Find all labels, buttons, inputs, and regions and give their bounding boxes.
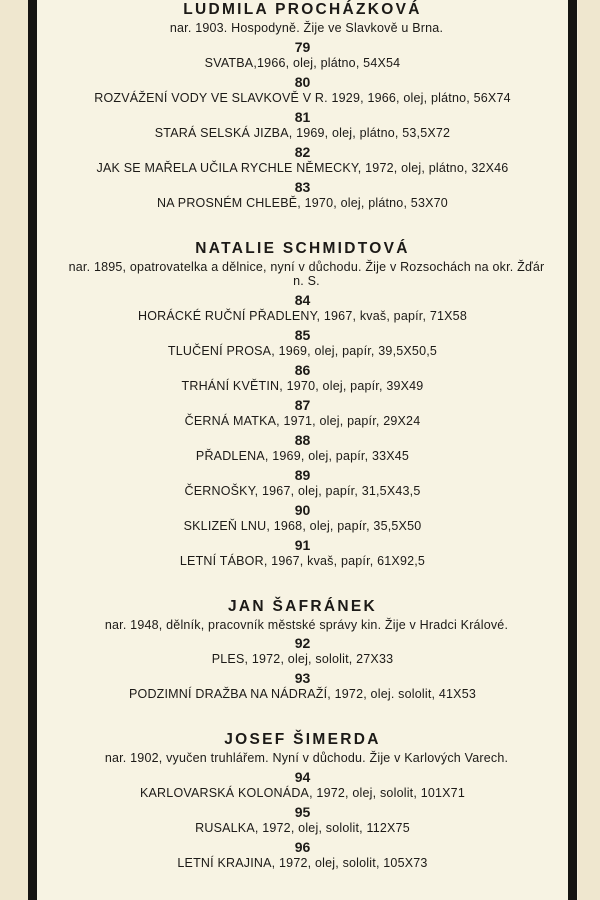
artist-section (37, 596, 568, 703)
artist-name: JOSEF ŠIMERDA (224, 731, 381, 748)
catalog-entry (37, 432, 568, 464)
catalog-number: 89 (294, 466, 311, 483)
catalog-entry (37, 635, 568, 667)
catalog-number: 83 (294, 178, 311, 195)
catalog-entry (37, 179, 568, 211)
catalog-entry (37, 362, 568, 394)
catalog-entry (37, 467, 568, 499)
artwork-description: SKLIZEŇ LNU, 1968, olej, papír, 35,5X50 (183, 518, 422, 533)
catalog-entry (37, 769, 568, 801)
catalog-number: 81 (294, 108, 311, 125)
artwork-description: NA PROSNÉM CHLEBĚ, 1970, olej, plátno, 53X70 (157, 195, 448, 210)
artist-section (37, 238, 568, 569)
artist-name: JAN ŠAFRÁNEK (227, 597, 378, 615)
artwork-description: PLES, 1972, olej, sololit, 27X33 (211, 652, 394, 666)
catalog-number: 90 (294, 501, 311, 518)
catalog-number: 84 (294, 291, 311, 308)
catalog-number: 80 (294, 73, 311, 90)
artist-bio: nar. 1903. Hospodyně. Žije ve Slavkově u Brna. (169, 21, 444, 35)
artist-bio: nar. 1902, vyučen truhlářem. Nyní v důchodu. Žije v Karlových Varech. (104, 751, 509, 765)
artwork-description: PŘADLENA, 1969, olej, papír, 33X45 (195, 448, 410, 463)
catalog-entry (37, 397, 568, 429)
artwork-description: STARÁ SELSKÁ JIZBA, 1969, olej, plátno, 53,5X72 (154, 125, 451, 140)
catalog-entry (37, 537, 568, 569)
scan-margin-left (0, 0, 28, 900)
artwork-description: ROZVÁŽENÍ VODY VE SLAVKOVĚ V R. 1929, 1966, olej, plátno, 56X74 (94, 90, 511, 105)
catalog-number: 96 (294, 838, 311, 855)
artwork-description: TRHÁNÍ KVĚTIN, 1970, olej, papír, 39X49 (181, 378, 424, 393)
catalog-number: 79 (294, 38, 311, 55)
catalog-number: 94 (294, 768, 311, 785)
catalog-entry (37, 502, 568, 534)
catalog-number: 93 (294, 670, 311, 686)
catalog-number: 95 (294, 803, 311, 820)
catalog-number: 87 (294, 396, 311, 413)
artwork-description: ČERNOŠKY, 1967, olej, papír, 31,5X43,5 (184, 483, 421, 498)
artwork-description: JAK SE MAŘELA UČILA RYCHLE NĚMECKY, 1972, olej, plátno, 32X46 (96, 160, 509, 175)
catalog-number: 91 (294, 536, 311, 553)
catalog-number: 88 (294, 431, 311, 448)
catalog-number: 86 (294, 361, 311, 378)
artist-bio: nar. 1895, opatrovatelka a dělnice, nyní v důchodu. Žije v Rozsochách na okr. Žďár n. S. (68, 259, 545, 288)
catalog-entry (37, 109, 568, 141)
artwork-description: RUSALKA, 1972, olej, sololit, 112X75 (195, 820, 410, 835)
catalog-entry (37, 839, 568, 871)
catalog-entry (37, 39, 568, 71)
artist-bio: nar. 1948, dělník, pracovník městské správy kin. Žije v Hradci Králové. (104, 617, 509, 632)
catalog-number: 92 (294, 635, 311, 651)
scan-margin-right (578, 0, 600, 900)
catalog-entry (37, 327, 568, 359)
artist-section (37, 729, 568, 871)
catalog-entry (37, 292, 568, 324)
right-border-rule (568, 0, 577, 900)
artwork-description: SVATBA,1966, olej, plátno, 54X54 (204, 55, 401, 70)
catalog-number: 85 (294, 326, 311, 343)
artwork-description: LETNÍ TÁBOR, 1967, kvaš, papír, 61X92,5 (179, 553, 426, 568)
artist-name: LUDMILA PROCHÁZKOVÁ (183, 1, 422, 18)
artist-name: NATALIE SCHMIDTOVÁ (195, 239, 410, 257)
catalog-entry (37, 804, 568, 836)
artwork-description: ČERNÁ MATKA, 1971, olej, papír, 29X24 (184, 413, 421, 428)
catalog-page (37, 0, 568, 900)
catalog-content (37, 0, 568, 871)
artwork-description: TLUČENÍ PROSA, 1969, olej, papír, 39,5X50,5 (167, 343, 438, 358)
artwork-description: LETNÍ KRAJINA, 1972, olej, sololit, 105X73 (177, 855, 428, 870)
artist-section (37, 0, 568, 211)
artwork-description: PODZIMNÍ DRAŽBA NA NÁDRAŽÍ, 1972, olej. sololit, 41X53 (128, 687, 477, 701)
artwork-description: KARLOVARSKÁ KOLONÁDA, 1972, olej, sololit, 101X71 (139, 785, 465, 800)
left-border-rule (28, 0, 37, 900)
catalog-entry (37, 670, 568, 702)
artwork-description: HORÁCKÉ RUČNÍ PŘADLENY, 1967, kvaš, papír, 71X58 (138, 308, 467, 323)
catalog-entry (37, 144, 568, 176)
catalog-number: 82 (294, 143, 311, 160)
catalog-entry (37, 74, 568, 106)
